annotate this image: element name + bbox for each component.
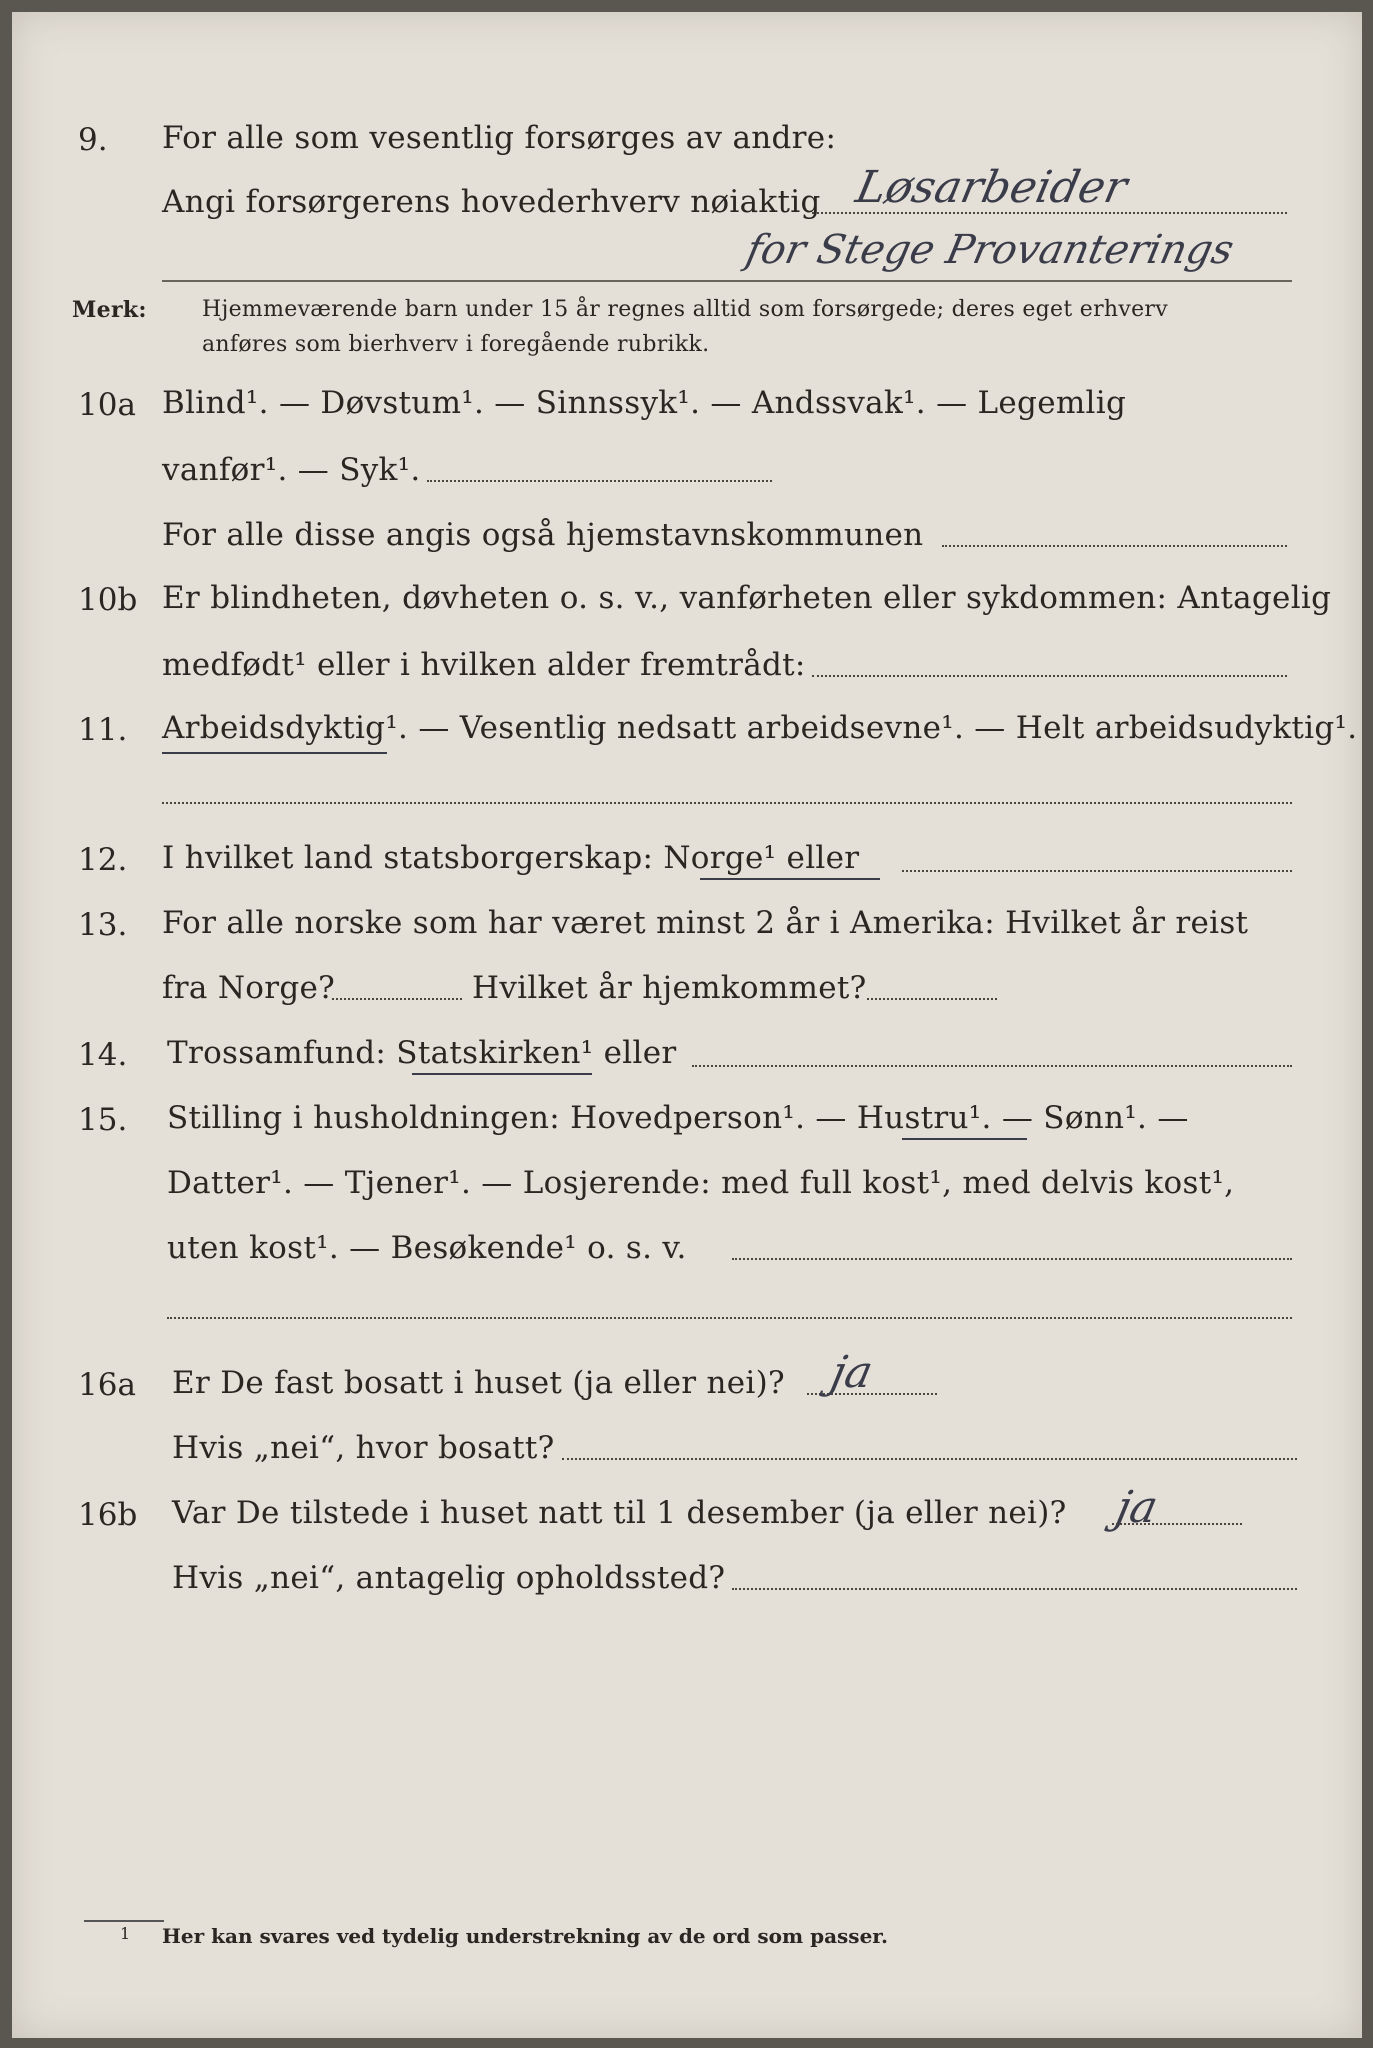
q15-extra-line bbox=[167, 1317, 1292, 1319]
q12-answer-underline bbox=[700, 878, 880, 880]
merk-line2: anføres som bierhverv i foregående rubrikk. bbox=[202, 332, 710, 357]
q13-line2a: fra Norge? bbox=[162, 970, 336, 1006]
q10b-alder-line bbox=[812, 675, 1287, 677]
q11-answer-underline bbox=[162, 752, 387, 754]
q13-hjemkommet-line bbox=[867, 998, 997, 1000]
q15-line3: uten kost¹. — Besøkende¹ o. s. v. bbox=[167, 1230, 687, 1266]
q13-reist-line bbox=[332, 998, 462, 1000]
q16b-line1: Var De tilstede i huset natt til 1 desember (ja eller nei)? bbox=[172, 1495, 1067, 1531]
q11-extra-line bbox=[162, 802, 1292, 804]
q14-line1: Trossamfund: Statskirken¹ eller bbox=[167, 1035, 677, 1071]
q16a-line1: Er De fast bosatt i huset (ja eller nei)? bbox=[172, 1365, 785, 1401]
q10b-line1: Er blindheten, døvheten o. s. v., vanførheten eller sykdommen: Antagelig bbox=[162, 580, 1332, 616]
q12-eller-line bbox=[902, 870, 1292, 872]
census-form-page bbox=[12, 12, 1362, 2038]
q9-number: 9. bbox=[78, 122, 108, 158]
q15-other-line bbox=[732, 1258, 1292, 1260]
q10b-number: 10b bbox=[78, 582, 138, 618]
q16b-answer-line bbox=[1112, 1523, 1242, 1525]
q10a-line2: vanfør¹. — Syk¹. bbox=[162, 452, 421, 488]
q9-answer-line2 bbox=[162, 280, 1292, 282]
q9-handwritten-answer1: Løsarbeider bbox=[851, 162, 1132, 213]
merk-label: Merk: bbox=[72, 297, 147, 323]
q16a-bosatt-line bbox=[562, 1458, 1297, 1460]
q10a-line3: For alle disse angis også hjemstavnskommunen bbox=[162, 517, 924, 553]
q14-eller-line bbox=[692, 1065, 1292, 1067]
q16b-line2: Hvis „nei“, antagelig opholdssted? bbox=[172, 1560, 726, 1596]
q16a-handwritten-answer: ja bbox=[826, 1347, 878, 1398]
q14-answer-underline bbox=[412, 1073, 592, 1075]
q13-line2b: Hvilket år hjemkommet? bbox=[472, 970, 867, 1006]
q14-number: 14. bbox=[78, 1037, 128, 1073]
q9-handwritten-answer2: for Stege Provanterings bbox=[742, 227, 1238, 273]
q9-line2: Angi forsørgerens hovederhverv nøiaktig bbox=[162, 184, 821, 220]
q9-line1: For alle som vesentlig forsørges av andre: bbox=[162, 120, 837, 156]
q11-line1: Arbeidsdyktig¹. — Vesentlig nedsatt arbeidsevne¹. — Helt arbeidsudyktig¹. bbox=[162, 710, 1358, 746]
q16b-opholdssted-line bbox=[732, 1588, 1297, 1590]
footnote-rule bbox=[84, 1920, 164, 1922]
q15-answer-underline bbox=[902, 1138, 1027, 1140]
q16b-number: 16b bbox=[78, 1497, 138, 1533]
q15-number: 15. bbox=[78, 1102, 128, 1138]
q10a-hjemstavn-line bbox=[942, 545, 1287, 547]
q15-line2: Datter¹. — Tjener¹. — Losjerende: med full kost¹, med delvis kost¹, bbox=[167, 1165, 1235, 1201]
q12-number: 12. bbox=[78, 842, 128, 878]
q16a-number: 16a bbox=[78, 1367, 136, 1403]
merk-line1: Hjemmeværende barn under 15 år regnes alltid som forsørgede; deres eget erhverv bbox=[202, 297, 1168, 322]
q16a-line2: Hvis „nei“, hvor bosatt? bbox=[172, 1430, 555, 1466]
q10b-line2: medfødt¹ eller i hvilken alder fremtrådt: bbox=[162, 647, 806, 683]
q10a-line1: Blind¹. — Døvstum¹. — Sinnssyk¹. — Andssvak¹. — Legemlig bbox=[162, 385, 1127, 421]
q10a-number: 10a bbox=[78, 387, 136, 423]
q12-line1: I hvilket land statsborgerskap: Norge¹ eller bbox=[162, 840, 860, 876]
q13-line1: For alle norske som har været minst 2 år i Amerika: Hvilket år reist bbox=[162, 905, 1249, 941]
footnote-text: Her kan svares ved tydelig understrekning av de ord som passer. bbox=[162, 1924, 888, 1948]
q15-line1: Stilling i husholdningen: Hovedperson¹. — Hustru¹. — Sønn¹. — bbox=[167, 1100, 1189, 1136]
footnote-mark: 1 bbox=[120, 1924, 131, 1943]
q10a-syk-line bbox=[427, 480, 772, 482]
q16b-handwritten-answer: ja bbox=[1111, 1482, 1163, 1533]
q13-number: 13. bbox=[78, 907, 128, 943]
q11-number: 11. bbox=[78, 712, 128, 748]
